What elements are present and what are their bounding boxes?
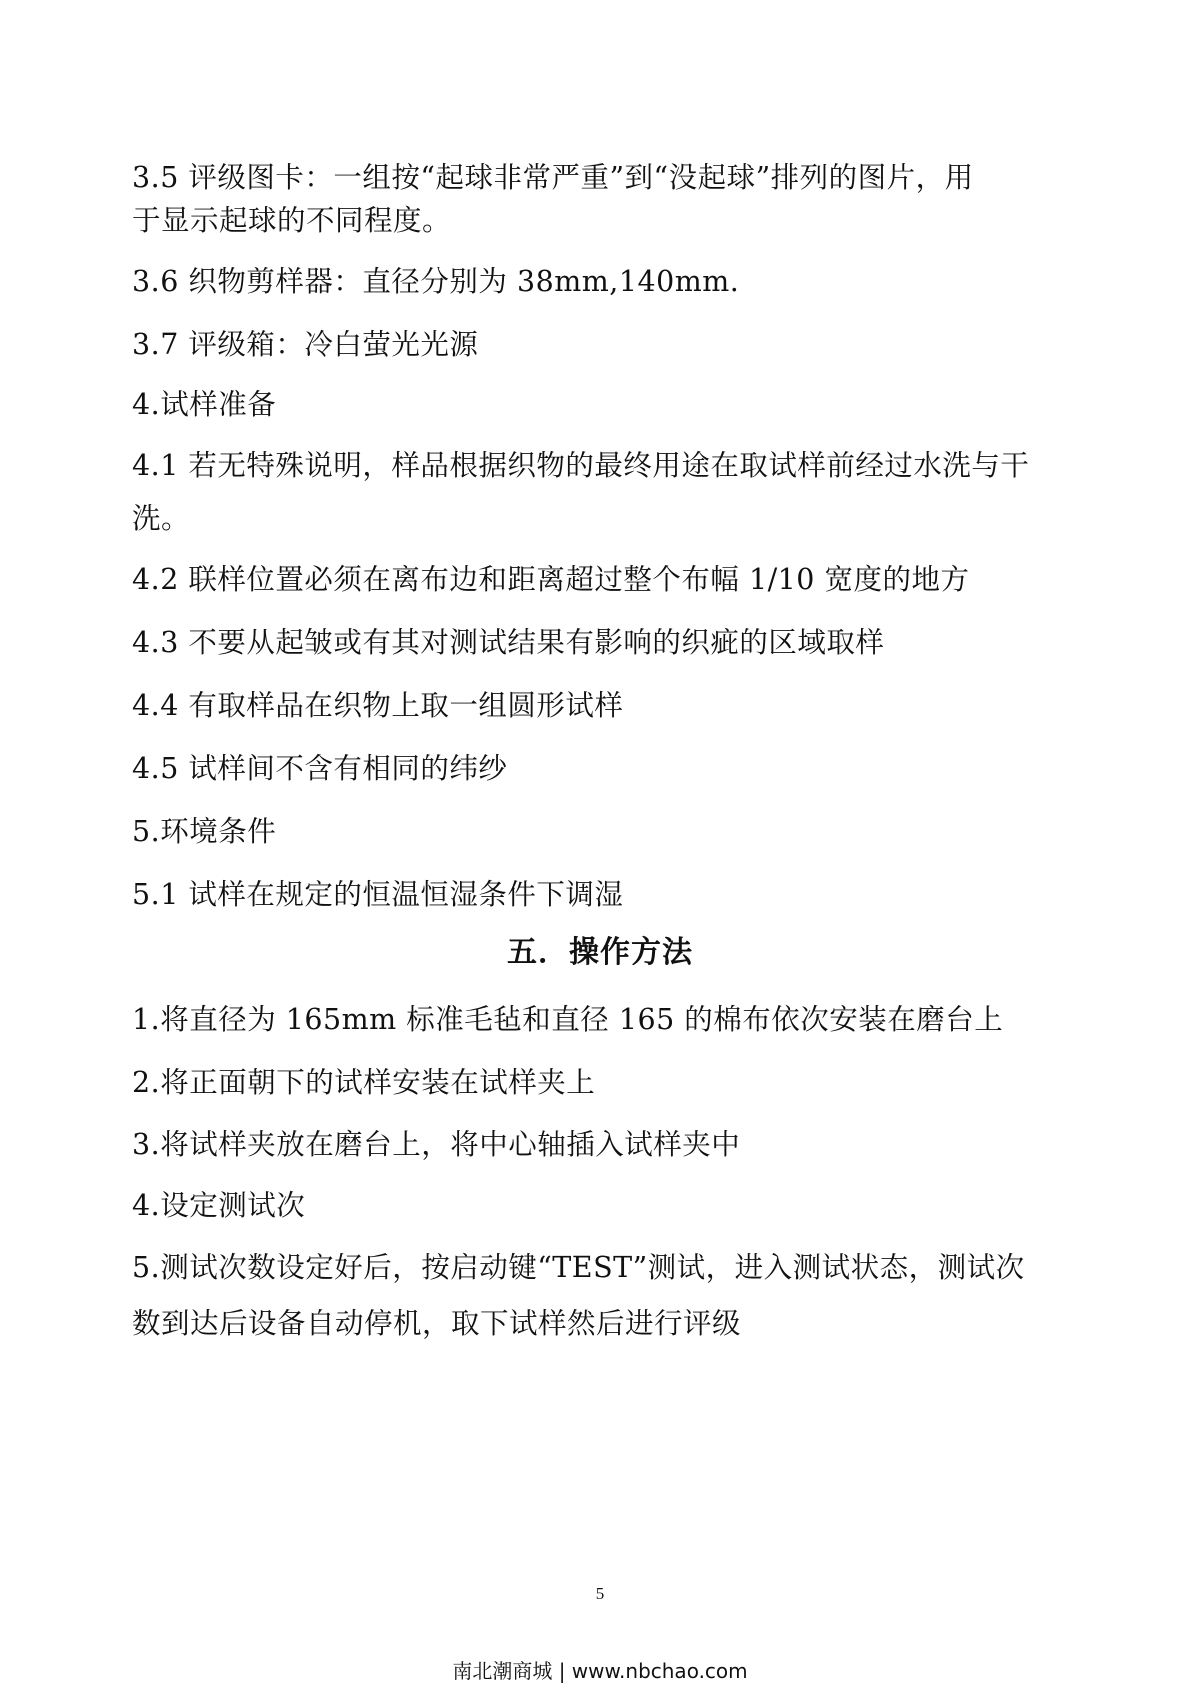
section-heading: 五．操作方法 [507,935,693,970]
step-5-cont: 数到达后设备自动停机，取下试样然后进行评级 [132,1307,742,1340]
text-line-3-5: 3.5 评级图卡：一组按“起球非常严重”到“没起球”排列的图片，用 [132,161,974,194]
step-4: 4.设定测试次 [132,1189,306,1222]
text-line-3-6: 3.6 织物剪样器：直径分别为 38mm,140mm. [132,265,740,298]
text-line-3-5-cont: 于显示起球的不同程度。 [132,204,452,237]
text-line-4-4: 4.4 有取样品在织物上取一组圆形试样 [132,689,624,722]
text-line-4-1-cont: 洗。 [132,502,191,535]
step-2: 2.将正面朝下的试样安装在试样夹上 [132,1066,596,1099]
text-line-5: 5.环境条件 [132,815,277,848]
text-line-4-3: 4.3 不要从起皱或有其对测试结果有影响的织疵的区域取样 [132,626,885,659]
text-line-4-2: 4.2 联样位置必须在离布边和距离超过整个布幅 1/10 宽度的地方 [132,563,970,596]
text-line-4-1: 4.1 若无特殊说明，样品根据织物的最终用途在取试样前经过水洗与干 [132,449,1030,482]
step-1: 1.将直径为 165mm 标准毛毡和直径 165 的棉布依次安装在磨台上 [132,1003,1004,1036]
text-line-4: 4.试样准备 [132,388,277,421]
text-line-5-1: 5.1 试样在规定的恒温恒湿条件下调湿 [132,878,624,911]
step-3: 3.将试样夹放在磨台上，将中心轴插入试样夹中 [132,1128,741,1161]
page-number: 5 [595,1584,605,1603]
text-line-3-7: 3.7 评级箱：冷白萤光光源 [132,328,479,361]
step-5: 5.测试次数设定好后，按启动键“TEST”测试，进入测试状态，测试次 [132,1251,1025,1284]
footer-watermark: 南北潮商城 | www.nbchao.com [452,1659,748,1683]
text-line-4-5: 4.5 试样间不含有相同的纬纱 [132,752,508,785]
